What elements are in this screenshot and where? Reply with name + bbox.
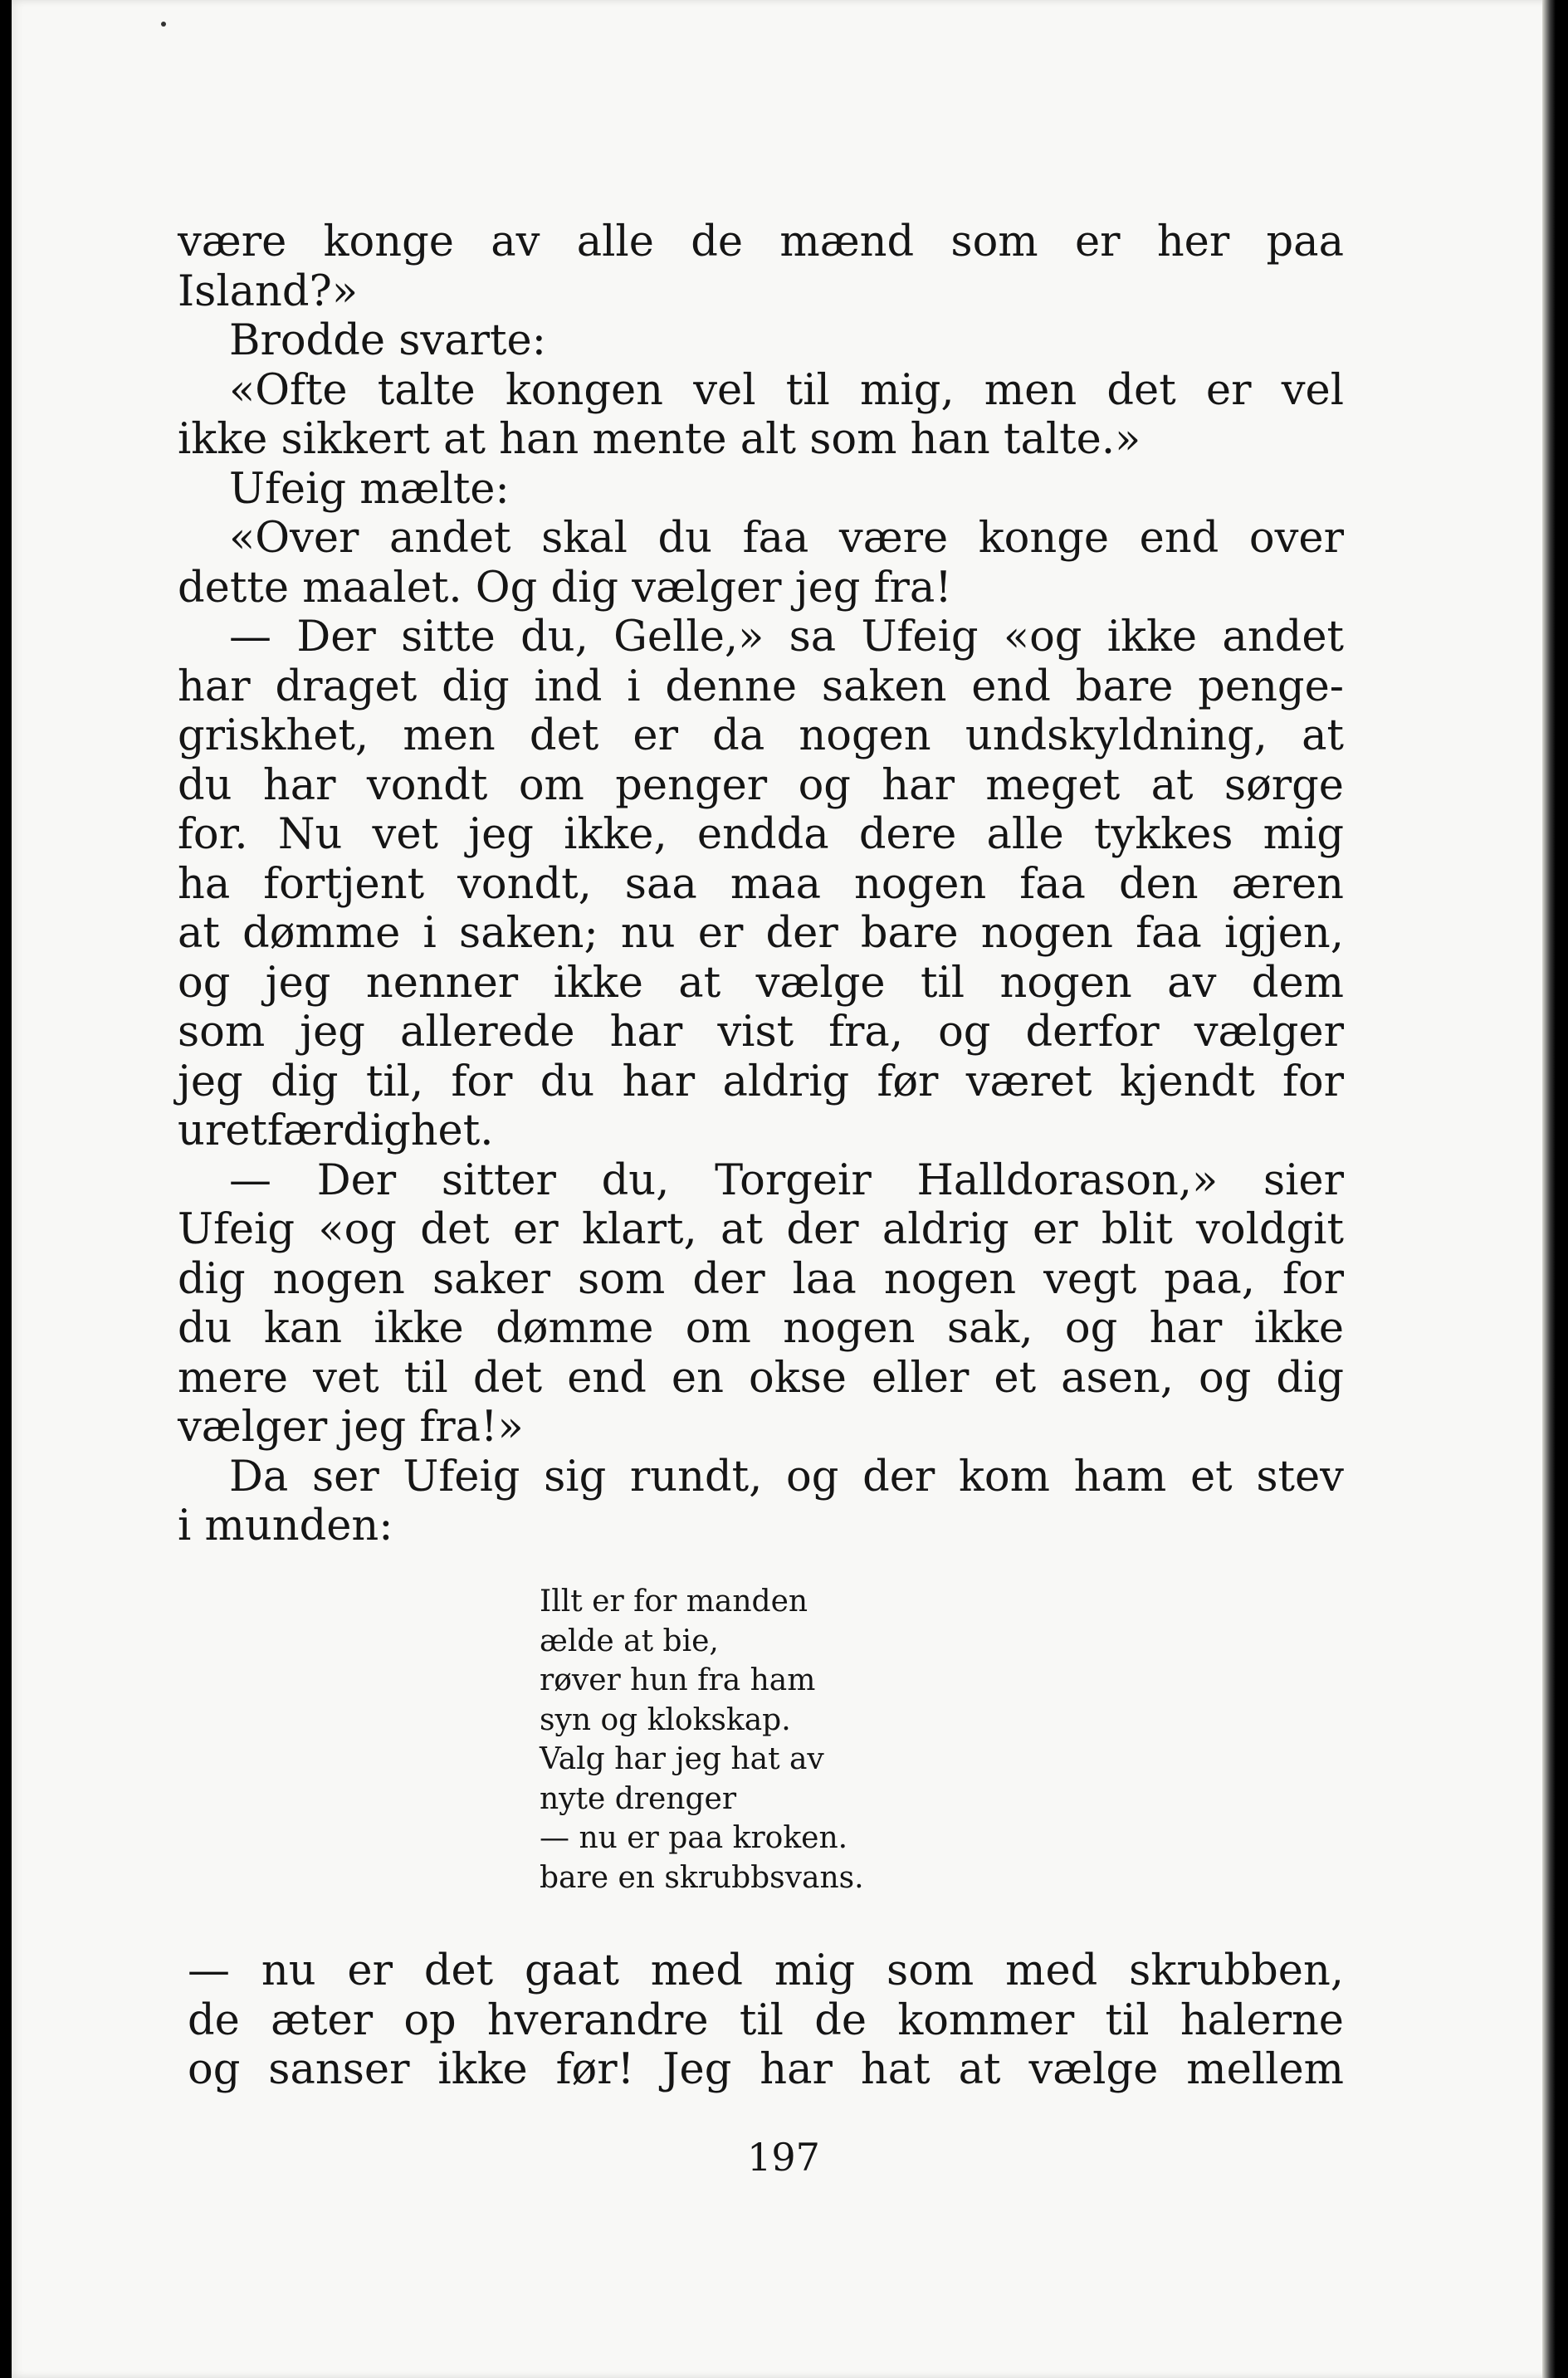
poem-line: røver hun fra ham	[540, 1663, 816, 1697]
text-line: mere vet til det end en okse eller et asen, og dig	[178, 1353, 1344, 1403]
text-line: dette maalet. Og dig vælger jeg fra!	[178, 563, 952, 613]
ink-speck	[161, 22, 166, 27]
text-line: du kan ikke dømme om nogen sak, og har ikke	[178, 1304, 1344, 1353]
book-page	[12, 0, 1556, 2378]
text-line: for. Nu vet jeg ikke, endda dere alle tykkes mig	[178, 810, 1344, 859]
text-line: Ufeig «og det er klart, at der aldrig er blit voldgit	[178, 1205, 1344, 1254]
text-line: være konge av alle de mænd som er her paa	[178, 217, 1344, 266]
poem-line: bare en skrubbsvans.	[540, 1860, 864, 1895]
text-line: har draget dig ind i denne saken end bare penge-	[178, 662, 1344, 711]
poem-line: — nu er paa kroken.	[540, 1821, 848, 1855]
poem-line: ælde at bie,	[540, 1624, 719, 1658]
poem-line: Valg har jeg hat av	[540, 1742, 824, 1776]
text-line: som jeg allerede har vist fra, og derfor vælger	[178, 1008, 1344, 1057]
text-line: i munden:	[178, 1502, 393, 1550]
text-line: Ufeig mælte:	[229, 464, 510, 514]
text-line: vælger jeg fra!»	[178, 1403, 524, 1452]
text-line: at dømme i saken; nu er der bare nogen faa igjen,	[178, 909, 1344, 958]
text-line: ikke sikkert at han mente alt som han talte.»	[178, 415, 1141, 464]
text-line: og sanser ikke før! Jeg har hat at vælge mellem	[188, 2045, 1344, 2094]
text-line: ha fortjent vondt, saa maa nogen faa den æren	[178, 859, 1344, 909]
body-text-continued	[188, 1946, 1344, 2095]
body-text	[178, 217, 1344, 1551]
text-line: «Ofte talte kongen vel til mig, men det er vel	[229, 365, 1344, 415]
page-number: 197	[747, 2135, 820, 2180]
text-line: du har vondt om penger og har meget at sørge	[178, 760, 1344, 810]
text-line: de æter op hverandre til de kommer til halerne	[188, 1995, 1344, 2045]
text-line: uretfærdighet.	[178, 1106, 494, 1155]
page-edge-shadow	[1542, 0, 1556, 2378]
text-line: — nu er det gaat med mig som med skrubben,	[188, 1946, 1344, 1995]
text-line: — Der sitte du, Gelle,» sa Ufeig «og ikke andet	[229, 613, 1344, 662]
poem-line: Illt er for manden	[540, 1585, 808, 1619]
text-line: Brodde svarte:	[229, 316, 546, 365]
text-line: jeg dig til, for du har aldrig før været kjendt for	[178, 1057, 1344, 1106]
text-line: — Der sitter du, Torgeir Halldorason,» sier	[229, 1155, 1344, 1205]
text-line: griskhet, men det er da nogen undskyldning, at	[178, 711, 1344, 760]
text-line: Da ser Ufeig sig rundt, og der kom ham et stev	[229, 1452, 1344, 1502]
text-line: dig nogen saker som der laa nogen vegt paa, for	[178, 1254, 1344, 1304]
poem-stanza	[540, 1582, 864, 1897]
text-line: Island?»	[178, 266, 359, 316]
text-line: og jeg nenner ikke at vælge til nogen av dem	[178, 958, 1344, 1008]
poem-line: syn og klokskap.	[540, 1702, 791, 1737]
poem-line: nyte drenger	[540, 1781, 737, 1816]
text-line: «Over andet skal du faa være konge end over	[229, 514, 1344, 563]
